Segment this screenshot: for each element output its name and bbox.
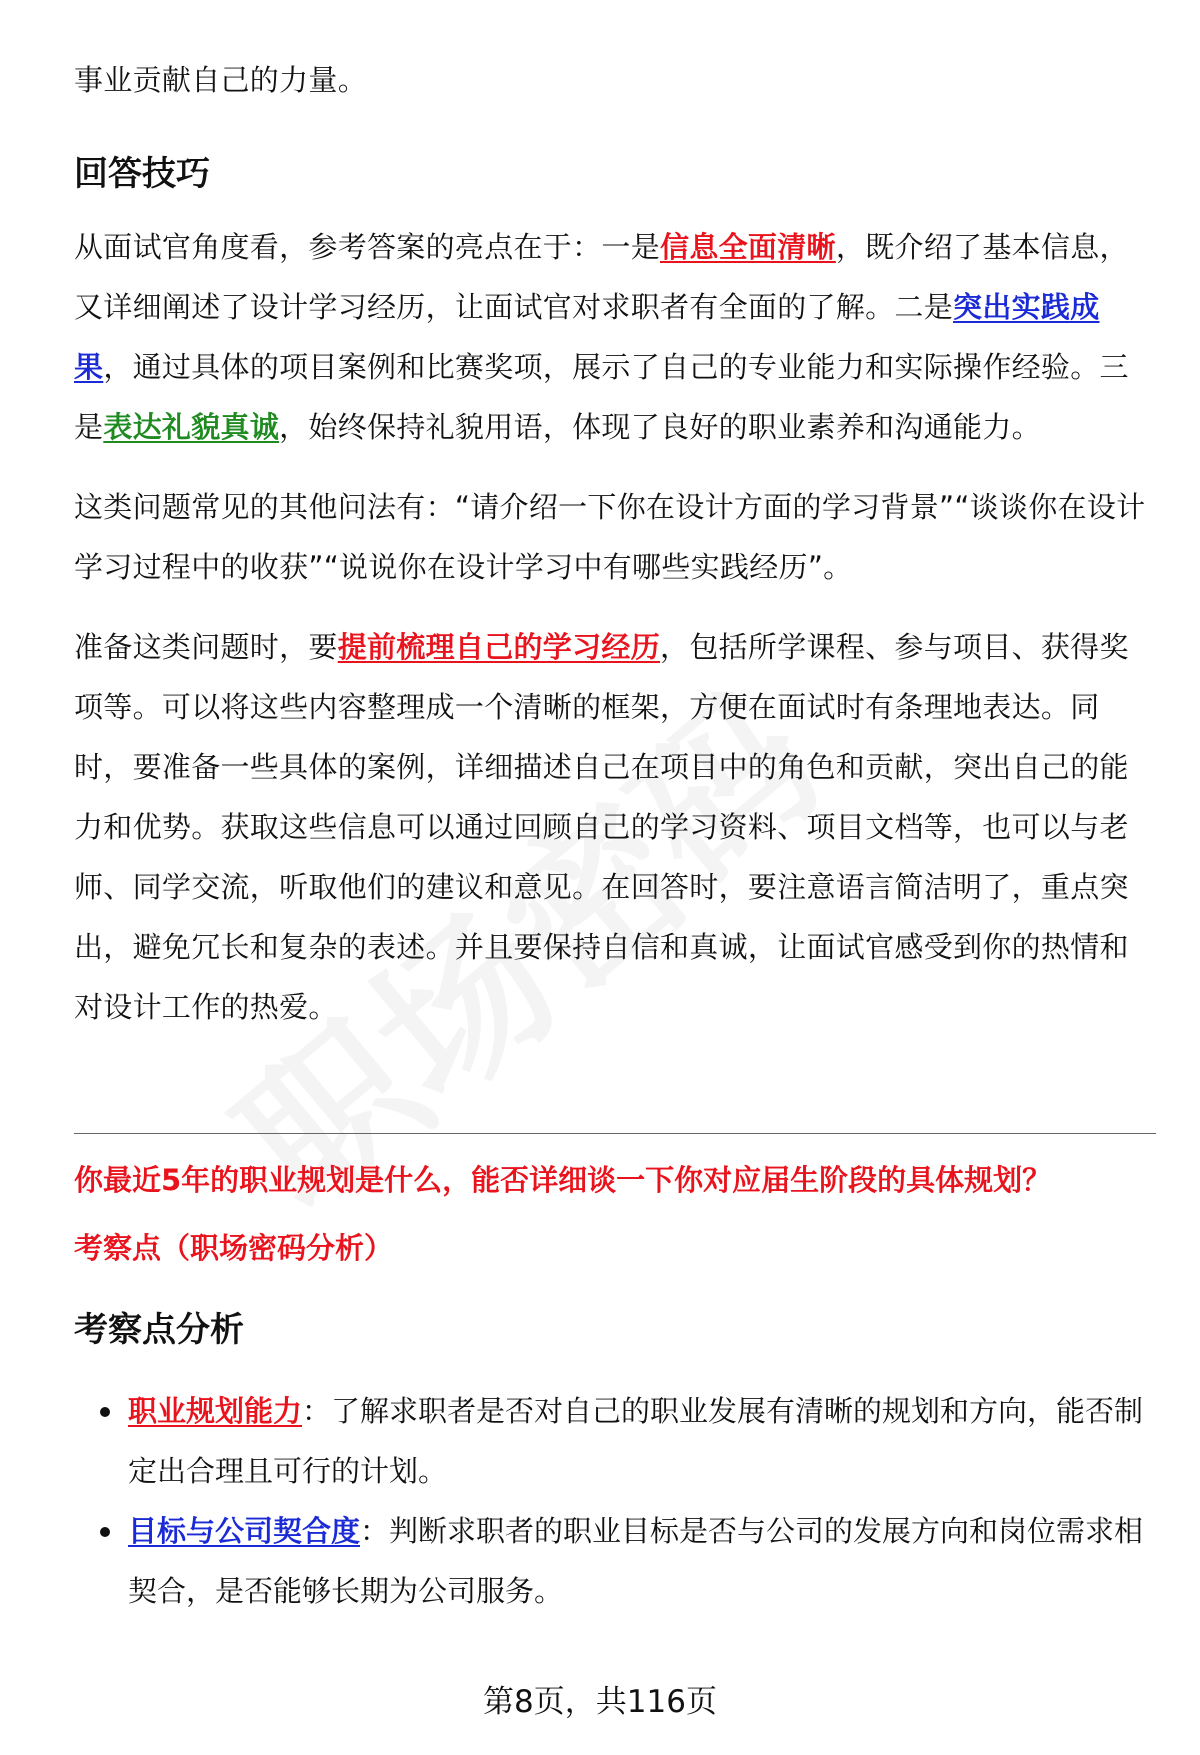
- p1-text-c: ，通过具体的项目案例和比赛奖项，展示了自己的专业能力和实际操作经验。三是: [74, 350, 1129, 444]
- paragraph-preparation: [74, 617, 1154, 1037]
- highlight-polite: 表达礼貌真诚: [103, 410, 280, 444]
- question-block: [74, 1150, 1154, 1621]
- section-divider: [74, 1133, 1156, 1134]
- paragraph-highlights: [74, 217, 1154, 457]
- question-title: 你最近5年的职业规划是什么，能否详细谈一下你对应届生阶段的具体规划？: [74, 1163, 1052, 1197]
- heading-answer-tips: 回答技巧: [74, 154, 210, 194]
- p3-text-b: ，包括所学课程、参与项目、获得奖项等。可以将这些内容整理成一个清晰的框架，方便在面试时有条理地表达。同时，要准备一些具体的案例，详细描述自己在项目中的角色和贡献，突出自己的能力和优势。获取这些信息可以通过回顾自己的学习资料、项目文档等，也可以与老师、同学交流，听取他们的建议和意见。在回答时，要注意语言简洁明了，重点突出，避免冗长和复杂的表述。并且要保持自信和真诚，让面试官感受到你的热情和对设计工作的热爱。: [74, 630, 1129, 1024]
- highlight-review-experience: 提前梳理自己的学习经历: [337, 630, 661, 664]
- p1-text-a: 从面试官角度看，参考答案的亮点在于：一是: [74, 230, 661, 264]
- analysis-list: [74, 1381, 1154, 1621]
- highlight-practice: 突出实践成果: [74, 290, 1100, 384]
- point-term: 职业规划能力: [128, 1394, 303, 1428]
- paragraph-other-questions: 这类问题常见的其他问法有：“请介绍一下你在设计方面的学习背景”“谈谈你在设计学习过程中的收获”“说说你在设计学习中有哪些实践经历”。: [74, 490, 1146, 584]
- heading-analysis: 考察点分析: [74, 1310, 244, 1350]
- bullet-icon: [100, 1407, 110, 1417]
- p3-text-a: 准备这类问题时，要: [74, 630, 338, 664]
- intro-tail: 事业贡献自己的力量。: [74, 63, 368, 97]
- point-text: ：判断求职者的职业目标是否与公司的发展方向和岗位需求相契合，是否能够长期为公司服务。: [128, 1514, 1144, 1608]
- point-term: 目标与公司契合度: [128, 1514, 361, 1548]
- p1-text-d: ，始终保持礼貌用语，体现了良好的职业素养和沟通能力。: [279, 410, 1041, 444]
- p1-text-b: ，既介绍了基本信息，又详细阐述了设计学习经历，让面试官对求职者有全面的了解。二是: [74, 230, 1129, 324]
- bullet-icon: [100, 1527, 110, 1537]
- content: [74, 50, 1154, 1037]
- page-number: 第8页，共116页: [483, 1684, 717, 1720]
- list-item: [74, 1501, 1154, 1621]
- highlight-info-complete: 信息全面清晰: [660, 230, 836, 264]
- point-text: ：了解求职者是否对自己的职业发展有清晰的规划和方向，能否制定出合理且可行的计划。: [128, 1394, 1144, 1488]
- list-item: [74, 1381, 1154, 1501]
- question-subtitle: 考察点（职场密码分析）: [74, 1231, 394, 1265]
